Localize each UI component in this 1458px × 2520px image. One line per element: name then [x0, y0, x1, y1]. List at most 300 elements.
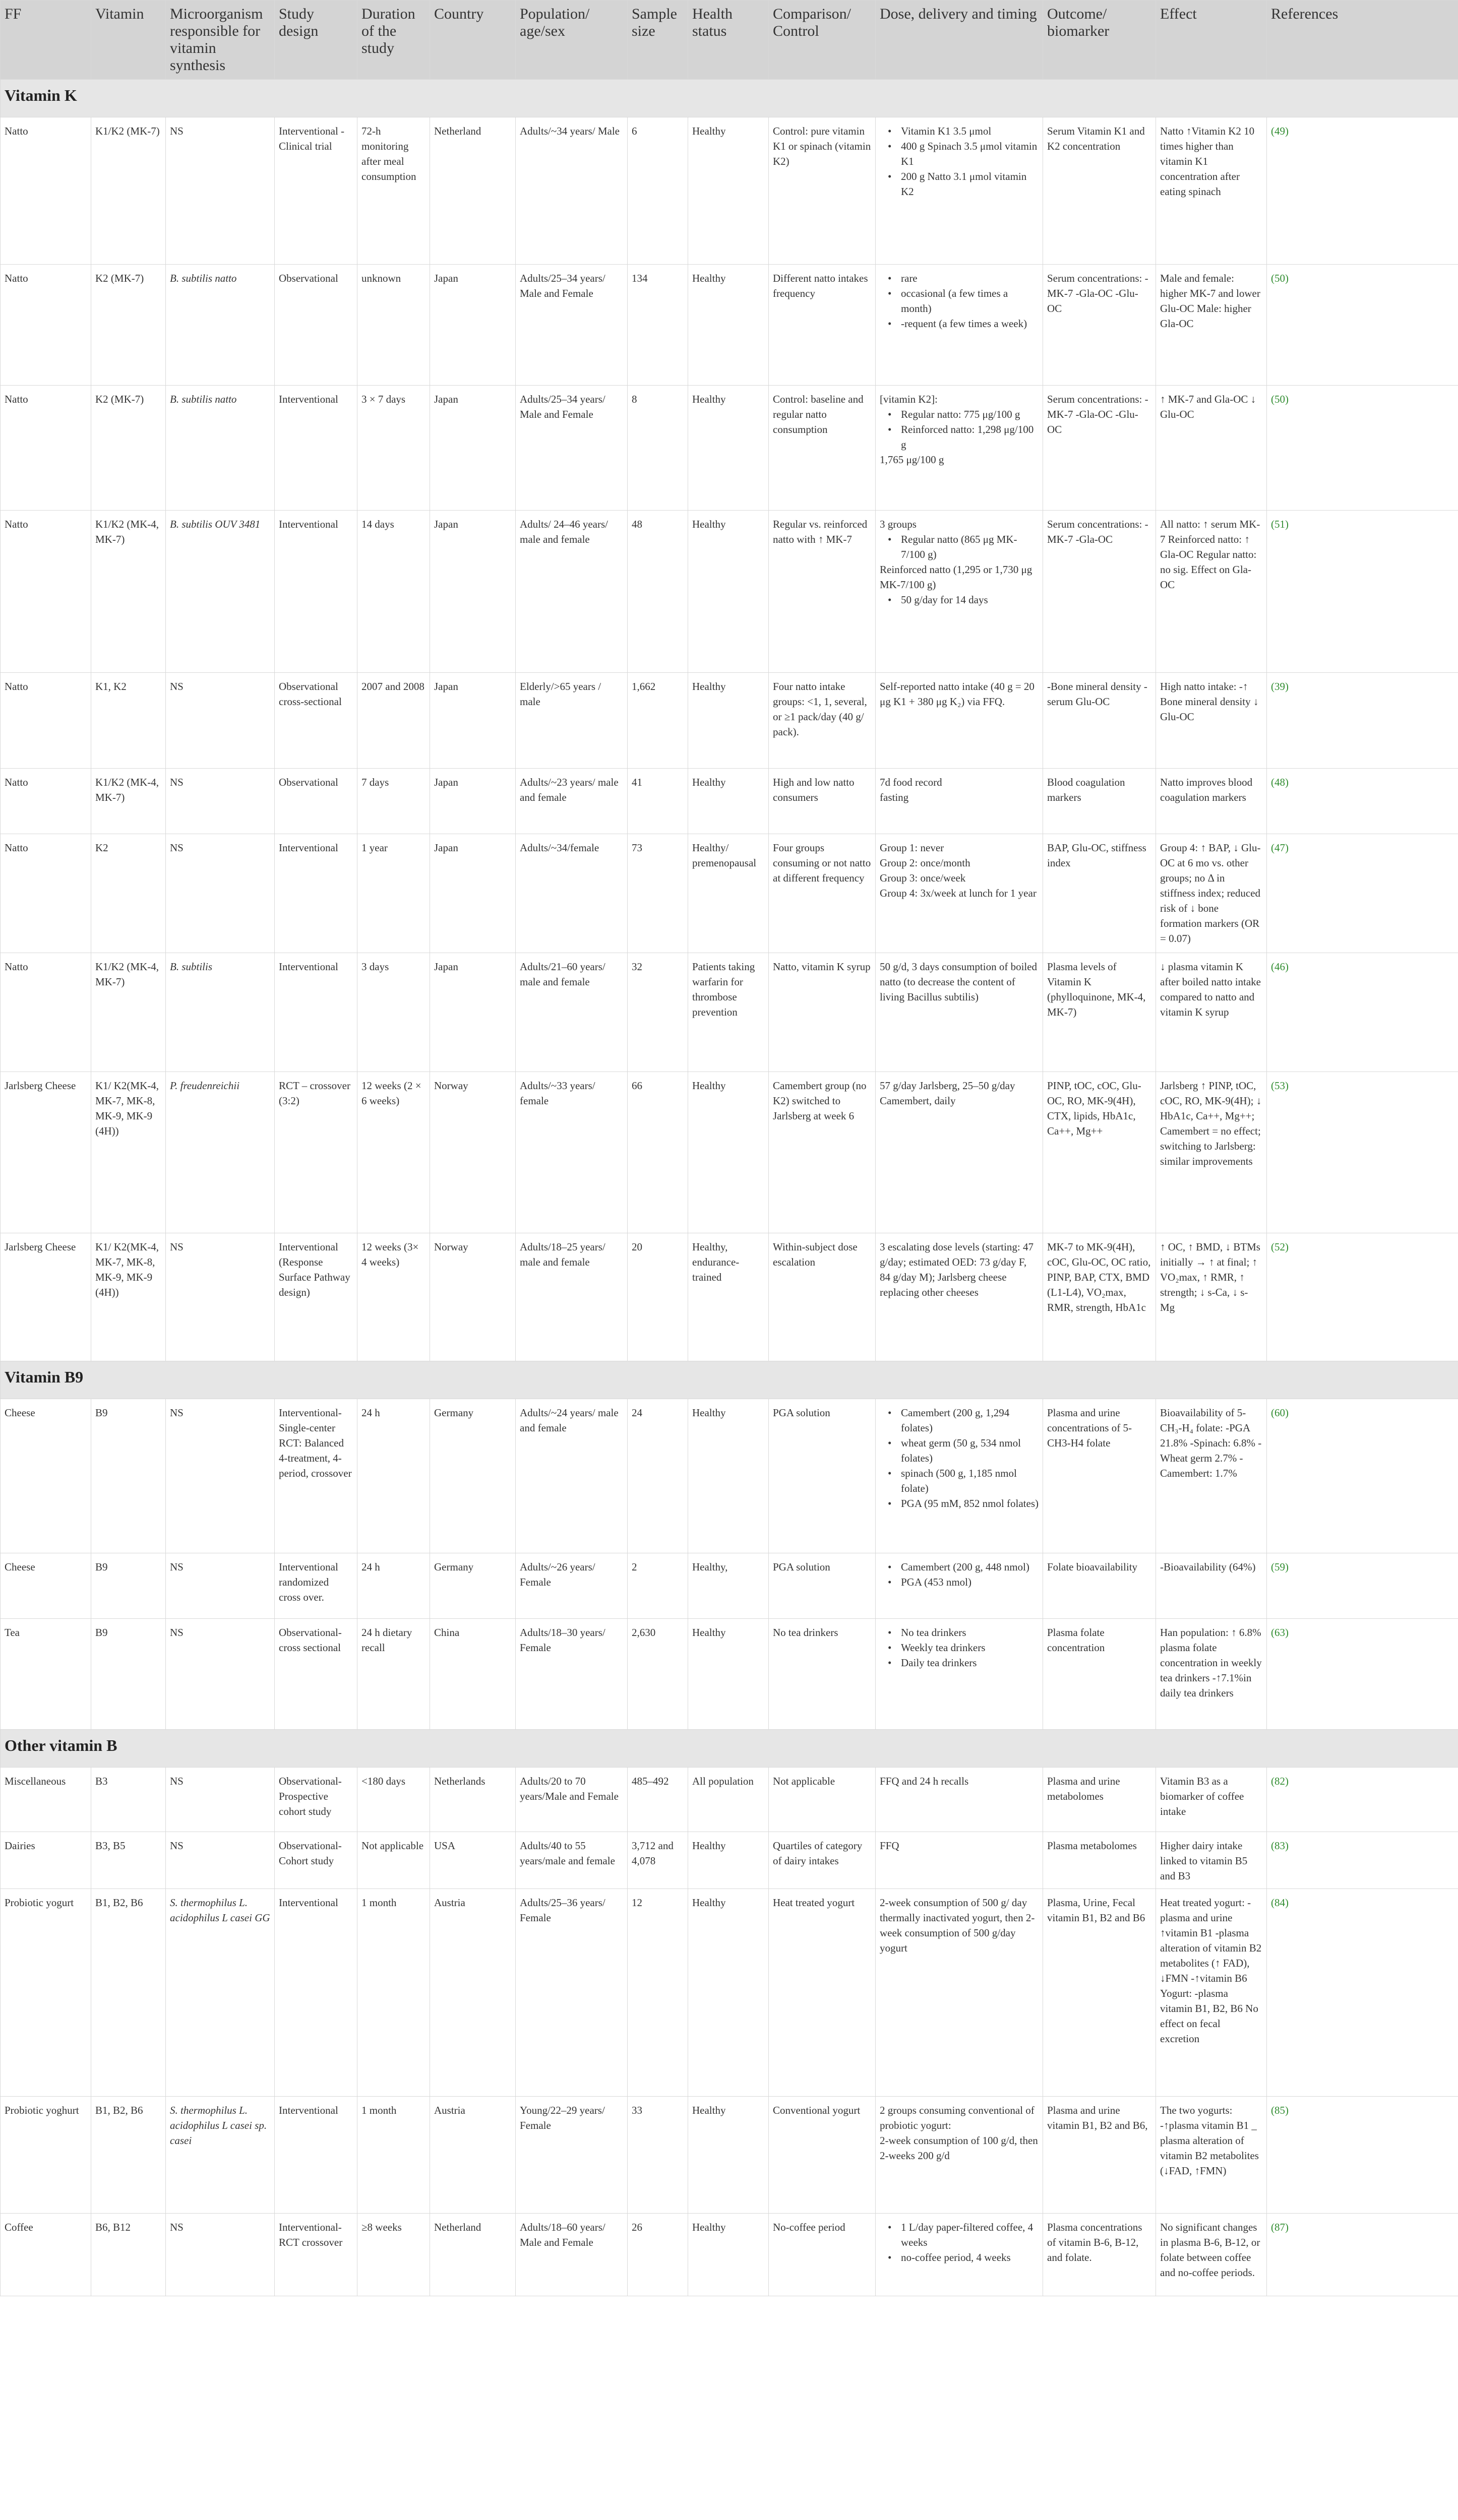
dose-bullet: • PGA (453 nmol) [880, 1574, 1039, 1590]
cell-study-design: Observational-Cohort study [275, 1832, 357, 1889]
cell-reference: (52) [1267, 1233, 1458, 1361]
cell-reference: (50) [1267, 386, 1458, 511]
cell-comparison: Not applicable [769, 1768, 876, 1832]
cell-outcome: Plasma folate concentration [1043, 1619, 1156, 1730]
cell-health-status: Healthy [688, 1072, 769, 1233]
cell-microorganism: NS [166, 117, 275, 265]
cell-effect: Male and female: higher MK-7 and lower Glu-OC Male: higher Gla-OC [1156, 265, 1267, 386]
cell-outcome: PINP, tOC, cOC, Glu-OC, RO, MK-9(4H), CTX, lipids, HbA1c, Ca++, Mg++ [1043, 1072, 1156, 1233]
cell-sample-size: 12 [628, 1889, 688, 2097]
cell-study-design: RCT – crossover (3:2) [275, 1072, 357, 1233]
cell-effect: Natto ↑Vitamin K2 10 times higher than vitamin K1 concentration after eating spinach [1156, 117, 1267, 265]
cell-microorganism: NS [166, 834, 275, 953]
cell-dose [876, 2214, 1043, 2296]
cell-country: Germany [430, 1553, 516, 1619]
dose-line: 3 groups [880, 518, 917, 530]
cell-study-design: Interventional [275, 834, 357, 953]
cell-vitamin: B1, B2, B6 [91, 1889, 166, 2097]
cell-effect: Natto improves blood coagulation markers [1156, 769, 1267, 834]
cell-dose [876, 511, 1043, 673]
cell-study-design: Observational [275, 769, 357, 834]
section-title: Vitamin K [1, 80, 1458, 117]
cell-health-status: All population [688, 1768, 769, 1832]
dose-line: Self-reported natto intake (40 g = 20 μg K1 + 380 μg K₂) via FFQ. [880, 680, 1035, 708]
cell-microorganism: P. freudenreichii [166, 1072, 275, 1233]
col-header-dose: Dose, delivery and timing [876, 1, 1043, 80]
col-header-references: References [1267, 1, 1458, 80]
section-title: Other vitamin B [1, 1730, 1458, 1768]
cell-health-status: Healthy [688, 386, 769, 511]
cell-health-status: Healthy [688, 673, 769, 769]
cell-country: Japan [430, 265, 516, 386]
cell-reference: (47) [1267, 834, 1458, 953]
cell-vitamin: B6, B12 [91, 2214, 166, 2296]
cell-vitamin: B1, B2, B6 [91, 2097, 166, 2214]
cell-duration: unknown [357, 265, 430, 386]
cell-effect: -Bioavailability (64%) [1156, 1553, 1267, 1619]
cell-comparison: PGA solution [769, 1399, 876, 1553]
cell-effect: ↑ OC, ↑ BMD, ↓ BTMs initially → ↑ at final; ↑ VO₂max, ↑ RMR, ↑ strength; ↓ s-Ca, ↓ s-Mg [1156, 1233, 1267, 1361]
cell-sample-size: 73 [628, 834, 688, 953]
dose-bullet: • occasional (a few times a month) [880, 286, 1039, 316]
dose-bullet: • 200 g Natto 3.1 μmol vitamin K2 [880, 169, 1039, 199]
cell-sample-size: 26 [628, 2214, 688, 2296]
cell-health-status: Healthy [688, 1832, 769, 1889]
cell-health-status: Healthy/ premenopausal [688, 834, 769, 953]
cell-population: Adults/ 24–46 years/ male and female [516, 511, 628, 673]
cell-sample-size: 2 [628, 1553, 688, 1619]
table-row [1, 834, 1458, 953]
cell-microorganism: B. subtilis natto [166, 386, 275, 511]
cell-microorganism: NS [166, 1399, 275, 1553]
cell-ff: Natto [1, 386, 91, 511]
cell-ff: Jarlsberg Cheese [1, 1072, 91, 1233]
col-header-vitamin: Vitamin [91, 1, 166, 80]
cell-country: Netherland [430, 117, 516, 265]
section-title: Vitamin B9 [1, 1361, 1458, 1399]
dose-line: Group 4: 3x/week at lunch for 1 year [880, 887, 1037, 899]
cell-dose [876, 1553, 1043, 1619]
table-row [1, 386, 1458, 511]
cell-effect: Higher dairy intake linked to vitamin B5 and B3 [1156, 1832, 1267, 1889]
cell-comparison: Within-subject dose escalation [769, 1233, 876, 1361]
table-row [1, 953, 1458, 1072]
table-row [1, 1619, 1458, 1730]
cell-sample-size: 485–492 [628, 1768, 688, 1832]
dose-bullet-list [880, 1405, 1039, 1511]
cell-reference: (87) [1267, 2214, 1458, 2296]
dose-bullet-list [880, 1559, 1039, 1590]
cell-comparison: Heat treated yogurt [769, 1889, 876, 2097]
section-row [1, 1730, 1458, 1768]
dose-line: 57 g/day Jarlsberg, 25–50 g/day Camembert, daily [880, 1080, 1015, 1107]
cell-vitamin: B3 [91, 1768, 166, 1832]
dose-bullet: • wheat germ (50 g, 534 nmol folates) [880, 1435, 1039, 1466]
cell-dose [876, 1768, 1043, 1832]
cell-dose [876, 386, 1043, 511]
cell-vitamin: K1, K2 [91, 673, 166, 769]
cell-population: Adults/25–34 years/ Male and Female [516, 386, 628, 511]
cell-duration: 14 days [357, 511, 430, 673]
cell-vitamin: B9 [91, 1619, 166, 1730]
cell-country: USA [430, 1832, 516, 1889]
dose-line: Reinforced natto (1,295 or 1,730 μg MK-7/100 g) [880, 563, 1032, 591]
section-row [1, 1361, 1458, 1399]
cell-study-design: Interventional [275, 953, 357, 1072]
cell-vitamin: B3, B5 [91, 1832, 166, 1889]
cell-vitamin: K2 [91, 834, 166, 953]
cell-sample-size: 3,712 and 4,078 [628, 1832, 688, 1889]
cell-health-status: Healthy, endurance-trained [688, 1233, 769, 1361]
cell-duration: Not applicable [357, 1832, 430, 1889]
cell-population: Adults/20 to 70 years/Male and Female [516, 1768, 628, 1832]
cell-reference: (83) [1267, 1832, 1458, 1889]
table-body [1, 80, 1458, 2296]
cell-ff: Natto [1, 834, 91, 953]
dose-line: 3 escalating dose levels (starting: 47 g/day; estimated OED: 73 g/day F, 84 g/day M); Jarlsberg cheese replacing other cheeses [880, 1241, 1034, 1298]
cell-comparison: Natto, vitamin K syrup [769, 953, 876, 1072]
cell-comparison: Control: baseline and regular natto consumption [769, 386, 876, 511]
cell-duration: 12 weeks (2 × 6 weeks) [357, 1072, 430, 1233]
cell-comparison: Different natto intakes frequency [769, 265, 876, 386]
cell-comparison: Regular vs. reinforced natto with ↑ MK-7 [769, 511, 876, 673]
cell-microorganism: B. subtilis [166, 953, 275, 1072]
dose-line: 2-week consumption of 500 g/ day thermally inactivated yogurt, then 2-week consumption of 500 g/day yogurt [880, 1897, 1035, 1954]
cell-comparison: PGA solution [769, 1553, 876, 1619]
cell-population: Adults/~26 years/ Female [516, 1553, 628, 1619]
cell-country: Japan [430, 386, 516, 511]
dose-line: 50 g/d, 3 days consumption of boiled natto (to decrease the content of living Bacillus subtilis) [880, 961, 1038, 1003]
cell-duration: <180 days [357, 1768, 430, 1832]
dose-bullet-list [880, 271, 1039, 331]
cell-vitamin: K1/ K2(MK-4, MK-7, MK-8, MK-9, MK-9 (4H)) [91, 1072, 166, 1233]
cell-reference: (82) [1267, 1768, 1458, 1832]
cell-health-status: Healthy, [688, 1553, 769, 1619]
dose-bullet-list [880, 123, 1039, 199]
cell-effect: High natto intake: -↑ Bone mineral density ↓ Glu-OC [1156, 673, 1267, 769]
cell-study-design: Observational cross-sectional [275, 673, 357, 769]
table-row [1, 117, 1458, 265]
cell-vitamin: B9 [91, 1553, 166, 1619]
table-row [1, 1072, 1458, 1233]
cell-microorganism: NS [166, 1233, 275, 1361]
cell-sample-size: 24 [628, 1399, 688, 1553]
cell-outcome: Plasma levels of Vitamin K (phylloquinone, MK-4, MK-7) [1043, 953, 1156, 1072]
col-header-outcome: Outcome/ biomarker [1043, 1, 1156, 80]
cell-ff: Natto [1, 953, 91, 1072]
cell-population: Young/22–29 years/ Female [516, 2097, 628, 2214]
cell-outcome: Blood coagulation markers [1043, 769, 1156, 834]
dose-bullet: • Daily tea drinkers [880, 1655, 1039, 1670]
cell-population: Adults/~23 years/ male and female [516, 769, 628, 834]
cell-outcome: Plasma and urine concentrations of 5-CH3-H4 folate [1043, 1399, 1156, 1553]
dose-bullet: • Weekly tea drinkers [880, 1640, 1039, 1655]
cell-reference: (46) [1267, 953, 1458, 1072]
cell-duration: 12 weeks (3× 4 weeks) [357, 1233, 430, 1361]
cell-dose [876, 769, 1043, 834]
cell-ff: Coffee [1, 2214, 91, 2296]
cell-outcome: BAP, Glu-OC, stiffness index [1043, 834, 1156, 953]
dose-bullet: • rare [880, 271, 1039, 286]
cell-sample-size: 20 [628, 1233, 688, 1361]
cell-health-status: Healthy [688, 511, 769, 673]
cell-dose [876, 1233, 1043, 1361]
cell-population: Adults/18–25 years/ male and female [516, 1233, 628, 1361]
cell-health-status: Healthy [688, 117, 769, 265]
dose-bullet: • no-coffee period, 4 weeks [880, 2250, 1039, 2265]
table-row [1, 1399, 1458, 1553]
dose-bullet: • -requent (a few times a week) [880, 316, 1039, 331]
cell-dose [876, 2097, 1043, 2214]
cell-ff: Cheese [1, 1553, 91, 1619]
dose-bullet: • 400 g Spinach 3.5 μmol vitamin K1 [880, 139, 1039, 169]
cell-vitamin: K1/K2 (MK-4, MK-7) [91, 769, 166, 834]
cell-duration: 3 × 7 days [357, 386, 430, 511]
cell-study-design: Interventional [275, 1889, 357, 2097]
cell-effect: The two yogurts: -↑plasma vitamin B1 _ plasma alteration of vitamin B2 metabolites (↓FAD, ↑FMN) [1156, 2097, 1267, 2214]
dose-bullet: • No tea drinkers [880, 1625, 1039, 1640]
dose-line: Group 1: never [880, 842, 944, 854]
dose-bullet: • Camembert (200 g, 448 nmol) [880, 1559, 1039, 1574]
cell-dose [876, 1832, 1043, 1889]
cell-vitamin: K2 (MK-7) [91, 386, 166, 511]
cell-reference: (48) [1267, 769, 1458, 834]
cell-effect: Group 4: ↑ BAP, ↓ Glu-OC at 6 mo vs. other groups; no Δ in stiffness index; reduced risk of ↓ bone formation markers (OR = 0.07) [1156, 834, 1267, 953]
col-header-microorganism: Microorganism responsible for vitamin synthesis [166, 1, 275, 80]
cell-country: Germany [430, 1399, 516, 1553]
cell-duration: 2007 and 2008 [357, 673, 430, 769]
dose-line: [vitamin K2]: [880, 393, 938, 405]
cell-ff: Dairies [1, 1832, 91, 1889]
cell-duration: 1 year [357, 834, 430, 953]
cell-reference: (51) [1267, 511, 1458, 673]
dose-bullet-list [880, 592, 1039, 607]
cell-vitamin: B9 [91, 1399, 166, 1553]
cell-duration: 24 h [357, 1553, 430, 1619]
cell-outcome: Folate bioavailability [1043, 1553, 1156, 1619]
cell-sample-size: 66 [628, 1072, 688, 1233]
cell-outcome: Plasma and urine vitamin B1, B2 and B6, [1043, 2097, 1156, 2214]
cell-reference: (49) [1267, 117, 1458, 265]
cell-comparison: Quartiles of category of dairy intakes [769, 1832, 876, 1889]
cell-population: Adults/~34/female [516, 834, 628, 953]
cell-health-status: Patients taking warfarin for thrombose prevention [688, 953, 769, 1072]
dose-bullet: • Vitamin K1 3.5 μmol [880, 123, 1039, 139]
dose-bullet: • spinach (500 g, 1,185 nmol folate) [880, 1466, 1039, 1496]
cell-population: Elderly/>65 years / male [516, 673, 628, 769]
table-row [1, 1889, 1458, 2097]
cell-comparison: No tea drinkers [769, 1619, 876, 1730]
table-row [1, 1768, 1458, 1832]
col-header-sample-size: Sample size [628, 1, 688, 80]
cell-outcome: Serum concentrations: -MK-7 -Gla-OC -Glu-OC [1043, 386, 1156, 511]
cell-outcome: Serum concentrations: -MK-7 -Gla-OC [1043, 511, 1156, 673]
cell-population: Adults/~33 years/ female [516, 1072, 628, 1233]
cell-ff: Jarlsberg Cheese [1, 1233, 91, 1361]
cell-study-design: Observational [275, 265, 357, 386]
dose-line: Group 2: once/month [880, 857, 970, 869]
cell-ff: Natto [1, 769, 91, 834]
cell-country: Japan [430, 834, 516, 953]
dose-bullet-list [880, 2220, 1039, 2265]
cell-duration: ≥8 weeks [357, 2214, 430, 2296]
section-row [1, 80, 1458, 117]
cell-vitamin: K2 (MK-7) [91, 265, 166, 386]
dose-bullet: • Camembert (200 g, 1,294 folates) [880, 1405, 1039, 1435]
cell-health-status: Healthy [688, 1889, 769, 2097]
cell-sample-size: 33 [628, 2097, 688, 2214]
cell-duration: 72-h monitoring after meal consumption [357, 117, 430, 265]
cell-reference: (53) [1267, 1072, 1458, 1233]
dose-bullet: • Regular natto: 775 μg/100 g [880, 407, 1039, 422]
cell-comparison: Four natto intake groups: <1, 1, several, or ≥1 pack/day (40 g/ pack). [769, 673, 876, 769]
cell-study-design: Interventional -Clinical trial [275, 117, 357, 265]
cell-comparison: Four groups consuming or not natto at different frequency [769, 834, 876, 953]
cell-country: Japan [430, 673, 516, 769]
cell-effect: ↑ MK-7 and Gla-OC ↓ Glu-OC [1156, 386, 1267, 511]
cell-duration: 24 h dietary recall [357, 1619, 430, 1730]
cell-effect: All natto: ↑ serum MK-7 Reinforced natto: ↑ Gla-OC Regular natto: no sig. Effect on Gla-OC [1156, 511, 1267, 673]
cell-reference: (60) [1267, 1399, 1458, 1553]
cell-reference: (59) [1267, 1553, 1458, 1619]
table-row [1, 2214, 1458, 2296]
cell-effect: Heat treated yogurt: -plasma and urine ↑vitamin B1 -plasma alteration of vitamin B2 metabolites (↑ FAD), ↓FMN -↑vitamin B6 Yogurt: -plasma vitamin B1, B2, B6 No effect on fecal excretion [1156, 1889, 1267, 2097]
cell-reference: (50) [1267, 265, 1458, 386]
cell-health-status: Healthy [688, 2097, 769, 2214]
dose-bullet: • 1 L/day paper-filtered coffee, 4 weeks [880, 2220, 1039, 2250]
cell-ff: Natto [1, 265, 91, 386]
cell-ff: Miscellaneous [1, 1768, 91, 1832]
cell-study-design: Interventional [275, 386, 357, 511]
cell-comparison: Control: pure vitamin K1 or spinach (vitamin K2) [769, 117, 876, 265]
cell-vitamin: K1/K2 (MK-4, MK-7) [91, 953, 166, 1072]
cell-country: Austria [430, 2097, 516, 2214]
col-header-health-status: Health status [688, 1, 769, 80]
cell-microorganism: NS [166, 2214, 275, 2296]
cell-sample-size: 6 [628, 117, 688, 265]
cell-microorganism: S. thermophilus L. acidophilus L casei sp. casei [166, 2097, 275, 2214]
cell-duration: 1 month [357, 2097, 430, 2214]
cell-sample-size: 48 [628, 511, 688, 673]
cell-ff: Probiotic yogurt [1, 1889, 91, 2097]
dose-line: FFQ and 24 h recalls [880, 1775, 969, 1787]
cell-duration: 7 days [357, 769, 430, 834]
cell-vitamin: K1/ K2(MK-4, MK-7, MK-8, MK-9, MK-9 (4H)) [91, 1233, 166, 1361]
cell-population: Adults/18–30 years/ Female [516, 1619, 628, 1730]
dose-bullet-list [880, 1625, 1039, 1670]
cell-ff: Probiotic yoghurt [1, 2097, 91, 2214]
cell-microorganism: S. thermophilus L. acidophilus L casei GG [166, 1889, 275, 2097]
cell-outcome: -Bone mineral density -serum Glu-OC [1043, 673, 1156, 769]
cell-country: Austria [430, 1889, 516, 2097]
cell-sample-size: 1,662 [628, 673, 688, 769]
cell-population: Adults/~34 years/ Male [516, 117, 628, 265]
col-header-ff: FF [1, 1, 91, 80]
table-row [1, 673, 1458, 769]
cell-ff: Natto [1, 511, 91, 673]
cell-vitamin: K1/K2 (MK-7) [91, 117, 166, 265]
cell-reference: (85) [1267, 2097, 1458, 2214]
cell-population: Adults/~24 years/ male and female [516, 1399, 628, 1553]
cell-microorganism: NS [166, 769, 275, 834]
cell-effect: ↓ plasma vitamin K after boiled natto intake compared to natto and vitamin K syrup [1156, 953, 1267, 1072]
cell-outcome: Plasma metabolomes [1043, 1832, 1156, 1889]
table-row [1, 2097, 1458, 2214]
dose-bullet: • 50 g/day for 14 days [880, 592, 1039, 607]
cell-ff: Natto [1, 117, 91, 265]
cell-reference: (63) [1267, 1619, 1458, 1730]
col-header-population: Population/ age/sex [516, 1, 628, 80]
dose-line: 1,765 μg/100 g [880, 454, 944, 466]
cell-duration: 3 days [357, 953, 430, 1072]
cell-sample-size: 2,630 [628, 1619, 688, 1730]
dose-bullet-list [880, 407, 1039, 452]
table-row [1, 1832, 1458, 1889]
cell-population: Adults/21–60 years/ male and female [516, 953, 628, 1072]
cell-dose [876, 1399, 1043, 1553]
dose-line: 7d food record [880, 776, 942, 788]
cell-country: Japan [430, 511, 516, 673]
cell-effect: Vitamin B3 as a biomarker of coffee intake [1156, 1768, 1267, 1832]
cell-vitamin: K1/K2 (MK-4, MK-7) [91, 511, 166, 673]
cell-study-design: Interventional-RCT crossover [275, 2214, 357, 2296]
cell-health-status: Healthy [688, 2214, 769, 2296]
cell-study-design: Interventional randomized cross over. [275, 1553, 357, 1619]
dose-bullet-list [880, 532, 1039, 562]
cell-health-status: Healthy [688, 265, 769, 386]
cell-population: Adults/25–36 years/ Female [516, 1889, 628, 2097]
cell-population: Adults/40 to 55 years/male and female [516, 1832, 628, 1889]
dose-line: FFQ [880, 1840, 899, 1852]
cell-microorganism: NS [166, 1619, 275, 1730]
cell-health-status: Healthy [688, 1399, 769, 1553]
cell-outcome: MK-7 to MK-9(4H), cOC, Glu-OC, OC ratio, PINP, BAP, CTX, BMD (L1-L4), VO₂max, RMR, strength, HbA1c [1043, 1233, 1156, 1361]
cell-reference: (84) [1267, 1889, 1458, 2097]
cell-study-design: Interventional [275, 511, 357, 673]
table-row [1, 511, 1458, 673]
cell-sample-size: 41 [628, 769, 688, 834]
cell-country: Norway [430, 1233, 516, 1361]
cell-effect: Bioavailability of 5-CH₃-H₄ folate: -PGA 21.8% -Spinach: 6.8% -Wheat germ 2.7% -Camembert: 1.7% [1156, 1399, 1267, 1553]
cell-microorganism: NS [166, 673, 275, 769]
cell-sample-size: 32 [628, 953, 688, 1072]
dose-bullet: • Regular natto (865 μg MK-7/100 g) [880, 532, 1039, 562]
table-header-row [1, 1, 1458, 80]
cell-dose [876, 1619, 1043, 1730]
cell-microorganism: NS [166, 1832, 275, 1889]
dose-line: 2 groups consuming conventional of probiotic yogurt: [880, 2104, 1035, 2131]
table-row [1, 1233, 1458, 1361]
cell-ff: Cheese [1, 1399, 91, 1553]
cell-effect: Jarlsberg ↑ PINP, tOC, cOC, RO, MK-9(4H); ↓ HbA1c, Ca++, Mg++; Camembert = no effect; switching to Jarlsberg: similar improvements [1156, 1072, 1267, 1233]
cell-study-design: Observational-Prospective cohort study [275, 1768, 357, 1832]
cell-dose [876, 117, 1043, 265]
cell-reference: (39) [1267, 673, 1458, 769]
cell-sample-size: 134 [628, 265, 688, 386]
table-row [1, 265, 1458, 386]
table-row [1, 1553, 1458, 1619]
cell-comparison: No-coffee period [769, 2214, 876, 2296]
col-header-comparison: Comparison/ Control [769, 1, 876, 80]
cell-country: Norway [430, 1072, 516, 1233]
cell-study-design: Observational-cross sectional [275, 1619, 357, 1730]
cell-outcome: Serum concentrations: -MK-7 -Gla-OC -Glu-OC [1043, 265, 1156, 386]
cell-ff: Natto [1, 673, 91, 769]
cell-health-status: Healthy [688, 769, 769, 834]
cell-comparison: Camembert group (no K2) switched to Jarlsberg at week 6 [769, 1072, 876, 1233]
cell-population: Adults/18–60 years/ Male and Female [516, 2214, 628, 2296]
col-header-study-design: Study design [275, 1, 357, 80]
